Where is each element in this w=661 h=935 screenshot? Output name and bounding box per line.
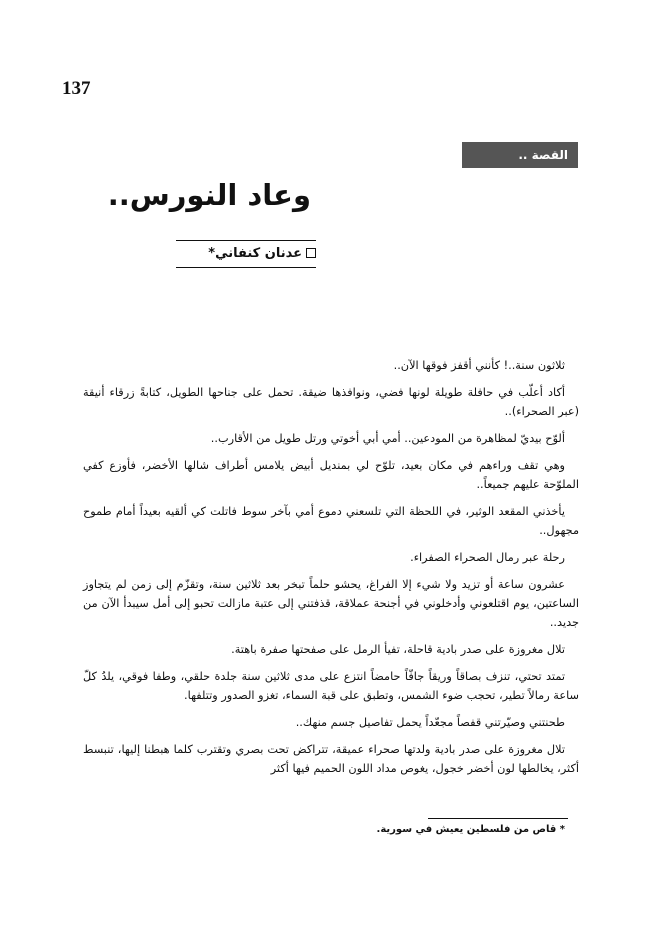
author-name: عدنان كنفاني*	[208, 246, 302, 261]
square-bullet-icon	[306, 248, 316, 258]
paragraph: ألوّح بيديّ لمظاهرة من المودعين.. أمي أبي أخوتي ورتل طويل من الأقارب..	[210, 432, 565, 445]
footnote-divider	[428, 818, 568, 819]
footnote: * قاص من فلسطين يعيش في سورية.	[376, 824, 565, 835]
paragraph: تلال مغروزة على صدر بادية ولدتها صحراء عميقة، تتراكض تحت بصري وتقترب كلما هبطنا إليها، تنبسط أكثر، يخالطها لون أخضر خجول، يغوص مداد اللون الحميم فيها أكثر	[83, 743, 579, 775]
paragraph: يأخذني المقعد الوثير، في اللحظة التي تلسعني دموع أمي بآخر سوط فاتلت كي ألقيه بعيداً أمام طموح مجهول..	[83, 505, 579, 537]
author-byline	[176, 240, 316, 268]
section-tag: القصة ..	[462, 142, 578, 168]
story-title: وعاد النورس..	[107, 178, 311, 212]
paragraph: ثلاثون سنة..! كأنني أقفز فوقها الآن..	[393, 359, 565, 372]
story-body	[83, 356, 579, 786]
page-number: 137	[62, 78, 91, 99]
paragraph: تلال مغروزة على صدر بادية قاحلة، تفيأ الرمل على صفحتها صفرة باهتة.	[231, 643, 565, 656]
paragraph: وهي تقف وراءهم في مكان بعيد، تلوّح لي بمنديل أبيض يلامس أطراف شالها الأخضر، فأوزع كفي الملوّحة عليهم جميعاً..	[83, 459, 579, 491]
paragraph: عشرون ساعة أو تزيد ولا شيء إلا الفراغ، يحشو حلماً تبخر بعد ثلاثين سنة، وتقزّم إلى زمن لم يتجاوز الساعتين، يوم اقتلعوني وأدخلوني في أجنحة عملاقة، قذفتني إلى عتبة مازالت تحبو إلى أمل سيبدأ الآن من جديد..	[83, 578, 579, 629]
paragraph: طحنتني وصيّرتني قفصاً مجعّداً يحمل تفاصيل جسم منهك..	[295, 716, 565, 729]
paragraph: أكاد أعلّب في حافلة طويلة لونها فضي، ونوافذها ضيقة. تحمل على جناحها الطويل، كتابةً زرقاء أنيقة (عبر الصحراء)..	[83, 386, 579, 418]
paragraph: تمتد تحتي، تنزف بصاقاً وريقاً جافّاً حامضاً انتزع على مدى ثلاثين سنة جلدة حلقي، وطفا فوقي، يلدُ كلّ ساعة رمالاً تطير، تحجب ضوء الشمس، وتطبق على قبة السماء، تغزو الصدور وتتلفها.	[83, 670, 579, 702]
paragraph: رحلة عبر رمال الصحراء الصفراء.	[410, 551, 565, 564]
